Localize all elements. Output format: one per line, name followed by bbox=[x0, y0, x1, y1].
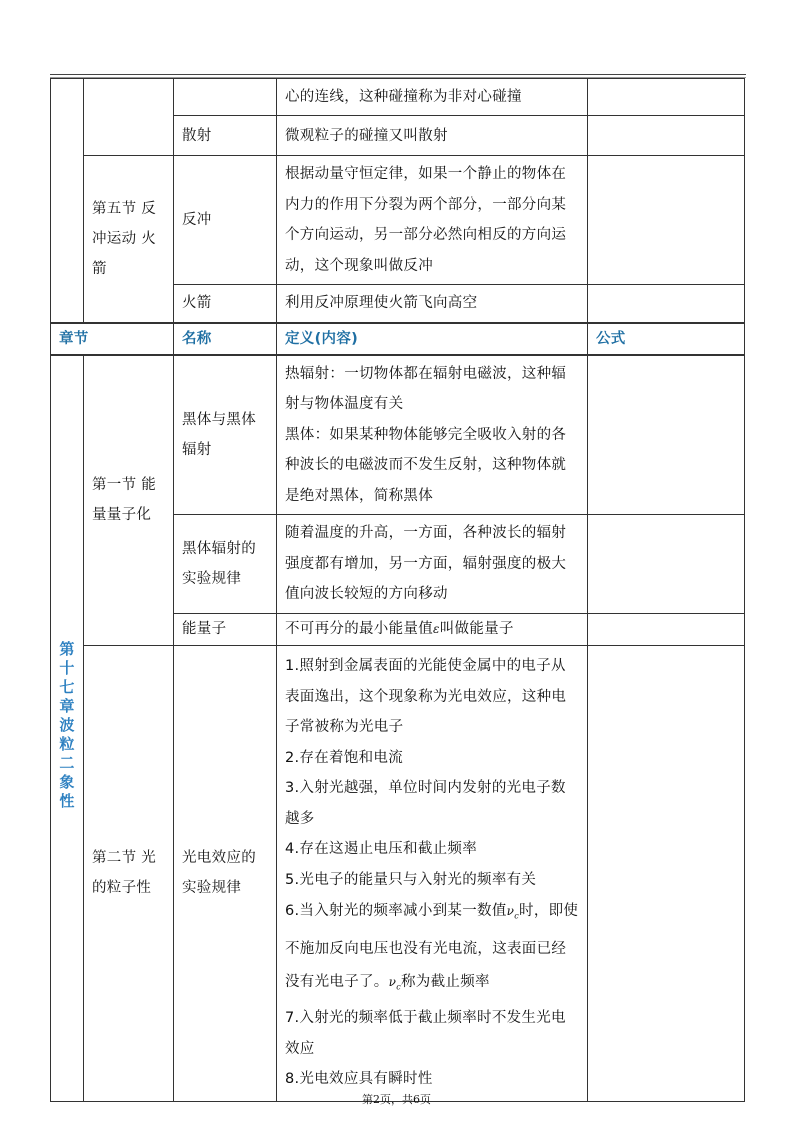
list-item-text: 时，即使不施加反向电压也没有光电流，这表面已经没有光电子了。 bbox=[285, 903, 579, 990]
name-cell: 能量子 bbox=[174, 613, 277, 645]
header-name: 名称 bbox=[174, 323, 277, 355]
definition-text: 不可再分的最小能量值 bbox=[285, 621, 433, 637]
list-item: 5.光电子的能量只与入射光的频率有关 bbox=[285, 871, 537, 888]
formula-cell bbox=[588, 116, 745, 156]
list-item-text: 称为截止频率 bbox=[401, 973, 490, 990]
section-cell: 第五节 反冲运动 火箭 bbox=[84, 156, 174, 323]
chapter-title-cell bbox=[51, 355, 90, 1102]
definition-cell bbox=[277, 613, 588, 645]
definition-cell bbox=[277, 645, 588, 1101]
nu-subscript: c bbox=[514, 911, 520, 921]
list-item: 4.存在这遏止电压和截止频率 bbox=[285, 841, 478, 858]
table-header-row bbox=[51, 323, 745, 355]
physics-summary-table bbox=[50, 78, 745, 1102]
nu-c-symbol bbox=[506, 904, 520, 921]
formula-cell bbox=[588, 515, 745, 614]
table-row bbox=[51, 355, 745, 515]
definition-line: 黑体：如果某种物体能够完全吸收入射的各种波长的电磁波而不发生反射，这种物体就是绝对黑体，简称黑体 bbox=[285, 426, 567, 504]
formula-cell bbox=[588, 156, 745, 285]
name-cell bbox=[174, 79, 277, 116]
list-item bbox=[285, 895, 579, 1003]
list-item: 1.照射到金属表面的光能使金属中的电子从表面逸出，这个现象称为光电效应，这种电子常被称为光电子 bbox=[285, 658, 567, 736]
name-cell: 黑体与黑体辐射 bbox=[174, 355, 277, 515]
page-footer: 第2页，共6页 bbox=[362, 1093, 431, 1106]
name-cell: 黑体辐射的实验规律 bbox=[174, 515, 277, 614]
definition-cell: 心的连线，这种碰撞称为非对心碰撞 bbox=[277, 79, 588, 116]
table-row bbox=[51, 79, 745, 116]
list-item: 8.光电效应具有瞬时性 bbox=[285, 1071, 433, 1088]
formula-cell bbox=[588, 613, 745, 645]
definition-cell bbox=[277, 355, 588, 515]
formula-cell bbox=[588, 285, 745, 323]
table-row bbox=[51, 156, 745, 285]
definition-line: 热辐射：一切物体都在辐射电磁波，这种辐射与物体温度有关 bbox=[285, 365, 567, 412]
chapter-title: 第十七章 波粒二象性 bbox=[59, 639, 90, 810]
formula-cell bbox=[588, 355, 745, 515]
chapter-cell-prev bbox=[51, 79, 84, 323]
section-cell: 第一节 能量量子化 bbox=[84, 355, 174, 646]
list-item: 7.入射光的频率低于截止频率时不发生光电效应 bbox=[285, 1010, 566, 1057]
definition-cell: 根据动量守恒定律，如果一个静止的物体在内力的作用下分裂为两个部分，一部分向某个方向运动，另一部分必然向相反的方向运动，这个现象叫做反冲 bbox=[277, 156, 588, 285]
header-formula: 公式 bbox=[588, 323, 745, 355]
formula-cell bbox=[588, 645, 745, 1101]
nu-c-symbol bbox=[388, 974, 401, 992]
list-item-text: 6.当入射光的频率减小到某一数值 bbox=[285, 903, 507, 920]
section-cell-prev bbox=[84, 79, 174, 156]
name-cell: 光电效应的实验规律 bbox=[174, 645, 277, 1101]
name-cell: 散射 bbox=[174, 116, 277, 156]
name-cell: 火箭 bbox=[174, 285, 277, 323]
nu-subscript: c bbox=[396, 982, 401, 992]
table-row bbox=[51, 645, 745, 1101]
definition-text: 叫做能量子 bbox=[439, 621, 514, 637]
nu-symbol: ν bbox=[388, 974, 397, 989]
name-cell: 反冲 bbox=[174, 156, 277, 285]
list-item: 2.存在着饱和电流 bbox=[285, 749, 404, 766]
definition-cell: 利用反冲原理使火箭飞向高空 bbox=[277, 285, 588, 323]
definition-cell: 微观粒子的碰撞又叫散射 bbox=[277, 116, 588, 156]
section-cell: 第二节 光的粒子性 bbox=[84, 645, 174, 1101]
definition-cell: 随着温度的升高，一方面，各种波长的辐射强度都有增加，另一方面，辐射强度的极大值向波长较短的方向移动 bbox=[277, 515, 588, 614]
list-item: 3.入射光越强，单位时间内发射的光电子数越多 bbox=[285, 780, 566, 827]
header-definition: 定义(内容) bbox=[277, 323, 588, 355]
epsilon-symbol: ε bbox=[433, 622, 440, 636]
nu-symbol: ν bbox=[506, 904, 515, 919]
page-top-rule bbox=[50, 74, 746, 75]
formula-cell bbox=[588, 79, 745, 116]
header-chapter: 章节 bbox=[51, 323, 174, 355]
